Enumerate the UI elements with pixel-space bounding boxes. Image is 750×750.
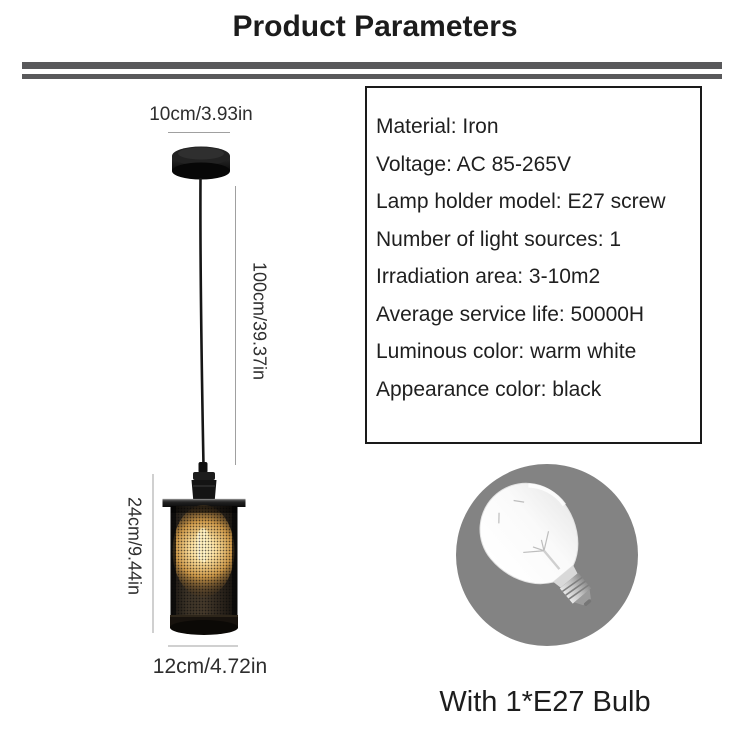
- dimension-label-cord-length: 100cm/39.37in: [249, 261, 270, 381]
- spec-voltage: Voltage: AC 85-265V: [376, 152, 571, 176]
- spec-appearance-color: Appearance color: black: [376, 377, 602, 401]
- ceiling-canopy: [172, 147, 230, 180]
- specifications-box: [365, 86, 702, 444]
- divider-bar-thin: [22, 74, 722, 79]
- dimension-label-canopy-width: 10cm/3.93in: [149, 104, 253, 125]
- spec-irradiation-area: Irradiation area: 3-10m2: [376, 265, 601, 288]
- divider-bar-thick: [22, 62, 722, 69]
- mesh-cage-shade: [170, 505, 238, 635]
- spec-light-sources: Number of light sources: 1: [376, 227, 622, 251]
- spec-luminous-color: Luminous color: warm white: [376, 340, 637, 363]
- dimension-label-shade-height: 24cm/9.44in: [124, 496, 145, 596]
- lamp-holder-socket: [192, 462, 217, 503]
- included-bulb-note: With 1*E27 Bulb: [439, 686, 651, 718]
- hanging-cord: [200, 178, 203, 466]
- e27-bulb-icon: [440, 448, 654, 662]
- spec-lamp-holder-model: Lamp holder model: E27 screw: [376, 190, 666, 213]
- pendant-lamp-illustration: [100, 125, 300, 685]
- page-title: Product Parameters: [232, 10, 518, 43]
- spec-material: Material: Iron: [376, 115, 499, 138]
- spec-service-life: Average service life: 50000H: [376, 302, 645, 326]
- dimension-label-shade-width: 12cm/4.72in: [152, 655, 268, 678]
